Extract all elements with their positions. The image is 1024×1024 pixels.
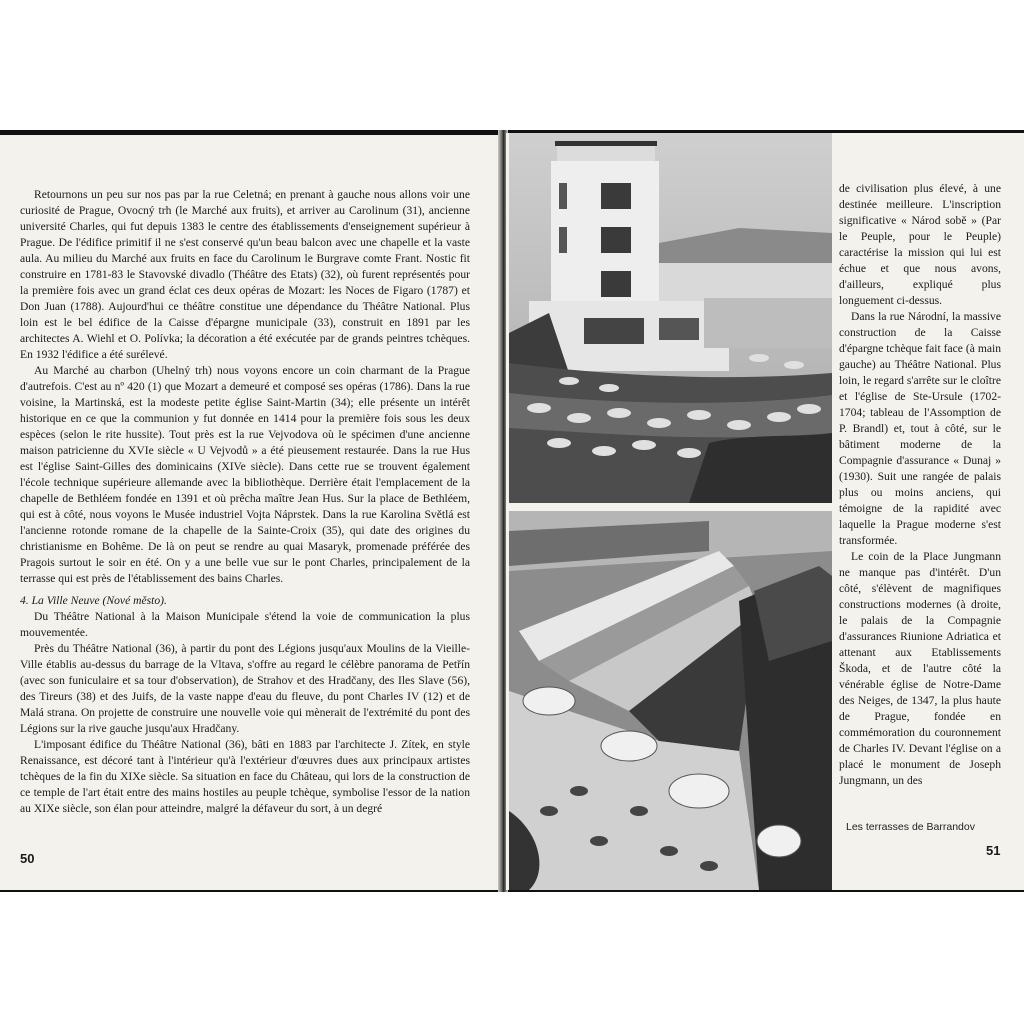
paragraph: Au Marché au charbon (Uhelný trh) nous voyons encore un coin charmant de la Prague d'autrefois. C'est au nº 420 (1) que Mozart a demeuré et composé ses opéras (1786). Dans la rue voisine, la Martinská, est la modeste petite église Saint-Martin (34); elle présente un intérêt historique en ce que la communion y fut donnée en 1414 pour la première fois sous les deux espèces (selon le rite hussite). Tout près est la rue Vejvodova où le spécimen d'une ancienne maison patricienne du XVIe siècle « U Vejvodů » a été pieusement restaurée. Dans la rue Hus est l'église Saint-Gilles des dominicains (XIVe siècle). Dans cette rue se trouvent également l'école technique supérieure allemande avec la bibliothèque. Derrière était l'emplacement de la chapelle de Bethléem fondée en 1391 et où prêcha maître Jean Hus. Sur la place de Bethléem, qui est à côté, nous voyons le Musée industriel Vojta Náprstek. Dans la rue Karolina Světlá est l'ancienne rotonde romane de la chapelle de la Sainte-Croix (35), qui date des origines du christianisme en Bohême. De là on peut se rendre au quai Masaryk, promenade préférée des Pragois surtout le soir en été. On y a une belle vue sur le pont Charles, principalement de la terrasse qui est près de l'établissement des bains Charles. (20, 364, 470, 585)
terrace-pool-photo (509, 511, 832, 890)
tower-restaurant-terraces-photo (509, 133, 832, 503)
left-page (0, 135, 500, 890)
page-number-left: 50 (20, 851, 35, 866)
paragraph: Dans la rue Národní, la massive construction de la Caisse d'épargne tchèque fait face (à main gauche) au Théâtre National. Plus loin, le regard s'arrête sur le cloître et l'église de Ste-Ursule (1702-1704; tableau de l'Assomption de P. Brandl) et, tout à côté, sur le bâtiment moderne de la Compagnie d'assurance « Dunaj » (1930). Suit une rangée de palais plus ou moins anciens, qui témoigne de la rapidité avec laquelle la Prague moderne s'est transformée. (839, 310, 1001, 547)
paragraph: de civilisation plus élevé, à une destinée meilleure. L'inscription significative « Národ sobě » (Par le Peuple, pour le Peuple) caractérise la mission qui lui est échue et que nous avons, d'ailleurs, expliqué plus longuement ci-dessus. (839, 182, 1001, 307)
paragraph: L'imposant édifice du Théâtre National (36), bâti en 1883 par l'architecte J. Zítek, en style Renaissance, est décoré tant à l'intérieur qu'à l'extérieur d'œuvres dues aux principaux artistes tchèques de la fin du XIXe siècle. Sa situation en face du Château, qui lors de la construction de ce temple de l'art était entre des mains hostiles au peuple tchèque, symbolise l'essor de la nation au XIXe siècle, son élan pour atteindre, malgré la défaveur du sort, à un degré (20, 738, 470, 815)
paragraph: Du Théâtre National à la Maison Municipale s'étend la voie de communication la plus mouvementée. (20, 610, 470, 639)
paragraph: Retournons un peu sur nos pas par la rue Celetná; en prenant à gauche nous allons voir une curiosité de Prague, Ovocný trh (le Marché aux fruits), et arriver au Carolinum (31), ancienne université Charles, qui fut depuis 1383 le centre des établissements d'enseignement supérieur à Prague. De l'édifice primitif il ne s'est conservé qu'un beau balcon avec une chapelle et la vaste aula. Au milieu du Marché aux fruits en face du Carolinum le Burgrave comte Frant. Nostic fit construire en 1781-83 le Stavovské divadlo (Théâtre des Etats) (32), où furent représentés pour la première fois avec un grand éclat ces deux opéras de Mozart: les Noces de Figaro (1787) et Don Juan (1788). Aujourd'hui ce théâtre constitue une dépendance du Théâtre National. Plus loin est le bel édifice de la Caisse d'épargne municipale (33), construit en 1891 par les architectes A. Wiehl et O. Polívka; la décoration a été exécutée par de grands peintres tchèques. En 1932 l'édifice a été surélevé. (20, 188, 470, 361)
open-book (0, 130, 1024, 892)
paragraph: Près du Théâtre National (36), à partir du pont des Légions jusqu'aux Moulins de la Vieille-Ville établis au-dessus du barrage de la Vltava, s'offre au regard le célèbre panorama de Petřín (avec son funiculaire et sa tour d'observation), de Strahov et des Hradčany, des Iles Slave (56), des Tireurs (38) et des Juifs, de la vaste nappe d'eau du fleuve, du pont Charles IV (12) et de Malá strana. On projette de construire une nouvelle voie qui mènerait de l'extrémité du pont des Légions sur la rive gauche jusqu'aux Hradčany. (20, 642, 470, 735)
left-page-text (20, 187, 470, 817)
paragraph: Le coin de la Place Jungmann ne manque pas d'intérêt. D'un côté, s'élèvent de magnifiques constructions modernes (à droite, le palais de la Compagnie d'assurances Riunione Adriatica et attenant aux Etablissements Škoda, et de l'autre côté la vénérable église de Notre-Dame des Neiges, de 1347, la plus haute de Prague, fondée en commémoration du couronnement de Charles IV. Devant l'église on a placé le monument de Joseph Jungmann, un des (839, 550, 1001, 787)
photo-caption: Les terrasses de Barrandov (846, 821, 975, 833)
page-number-right: 51 (986, 843, 1001, 858)
right-page (506, 133, 1024, 890)
section-heading: 4. La Ville Neuve (Nové město). (20, 594, 167, 607)
right-page-text (839, 181, 1001, 789)
